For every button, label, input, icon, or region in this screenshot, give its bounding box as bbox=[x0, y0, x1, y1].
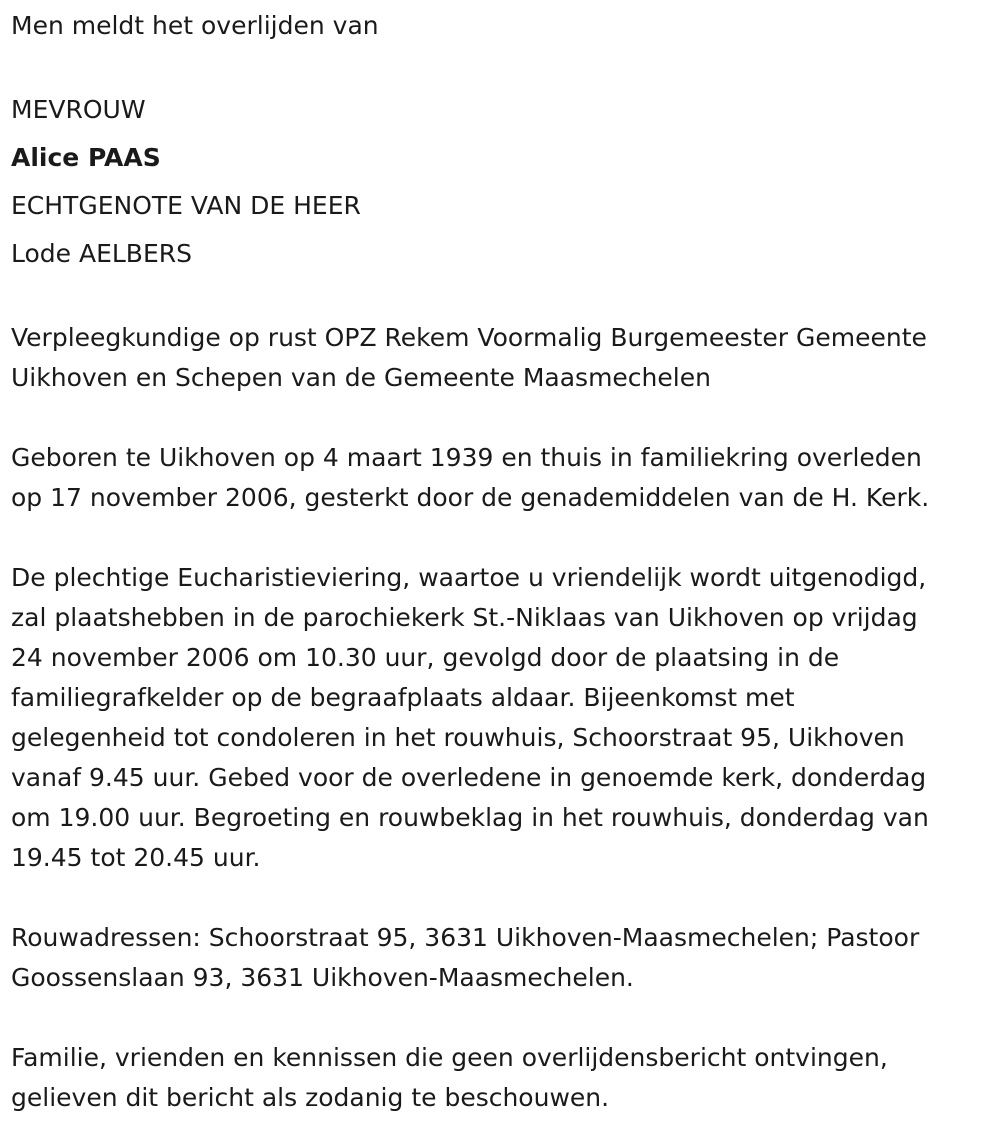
spouse-name: Lode AELBERS bbox=[11, 239, 192, 268]
notice-body bbox=[11, 318, 985, 1118]
paragraph-line: gelegenheid tot condoleren in het rouwhuis, Schoorstraat 95, Uikhoven bbox=[11, 723, 905, 752]
paragraph-line: familiegrafkelder op de begraafplaats aldaar. Bijeenkomst met bbox=[11, 683, 795, 712]
deceased-name: Alice PAAS bbox=[11, 143, 161, 172]
paragraph-line: vanaf 9.45 uur. Gebed voor de overledene in genoemde kerk, donderdag bbox=[11, 763, 927, 792]
paragraph-line: Geboren te Uikhoven op 4 maart 1939 en thuis in familiekring overleden bbox=[11, 443, 922, 472]
honorific: MEVROUW bbox=[11, 95, 146, 124]
paragraph-line: op 17 november 2006, gesterkt door de genademiddelen van de H. Kerk. bbox=[11, 483, 930, 512]
notice-paragraph bbox=[11, 558, 985, 878]
paragraph-line: Verpleegkundige op rust OPZ Rekem Voormalig Burgemeester Gemeente bbox=[11, 323, 927, 352]
notice-paragraph bbox=[11, 438, 985, 518]
notice-paragraph bbox=[11, 918, 985, 998]
paragraph-line: Uikhoven en Schepen van de Gemeente Maasmechelen bbox=[11, 363, 711, 392]
paragraph-line: Goossenslaan 93, 3631 Uikhoven-Maasmechelen. bbox=[11, 963, 634, 992]
paragraph-line: om 19.00 uur. Begroeting en rouwbeklag in het rouwhuis, donderdag van bbox=[11, 803, 929, 832]
paragraph-line: 19.45 tot 20.45 uur. bbox=[11, 843, 261, 872]
paragraph-line: gelieven dit bericht als zodanig te beschouwen. bbox=[11, 1083, 610, 1112]
paragraph-line: 24 november 2006 om 10.30 uur, gevolgd door de plaatsing in de bbox=[11, 643, 840, 672]
spouse-label: ECHTGENOTE VAN DE HEER bbox=[11, 191, 361, 220]
paragraph-line: Rouwadressen: Schoorstraat 95, 3631 Uikhoven-Maasmechelen; Pastoor bbox=[11, 923, 920, 952]
intro-text: Men meldt het overlijden van bbox=[11, 11, 379, 40]
paragraph-line: Familie, vrienden en kennissen die geen overlijdensbericht ontvingen, bbox=[11, 1043, 888, 1072]
paragraph-line: De plechtige Eucharistieviering, waartoe u vriendelijk wordt uitgenodigd, bbox=[11, 563, 927, 592]
name-block bbox=[11, 86, 985, 278]
notice-paragraph bbox=[11, 1038, 985, 1118]
notice-paragraph bbox=[11, 318, 985, 398]
paragraph-line: zal plaatshebben in de parochiekerk St.-Niklaas van Uikhoven op vrijdag bbox=[11, 603, 918, 632]
